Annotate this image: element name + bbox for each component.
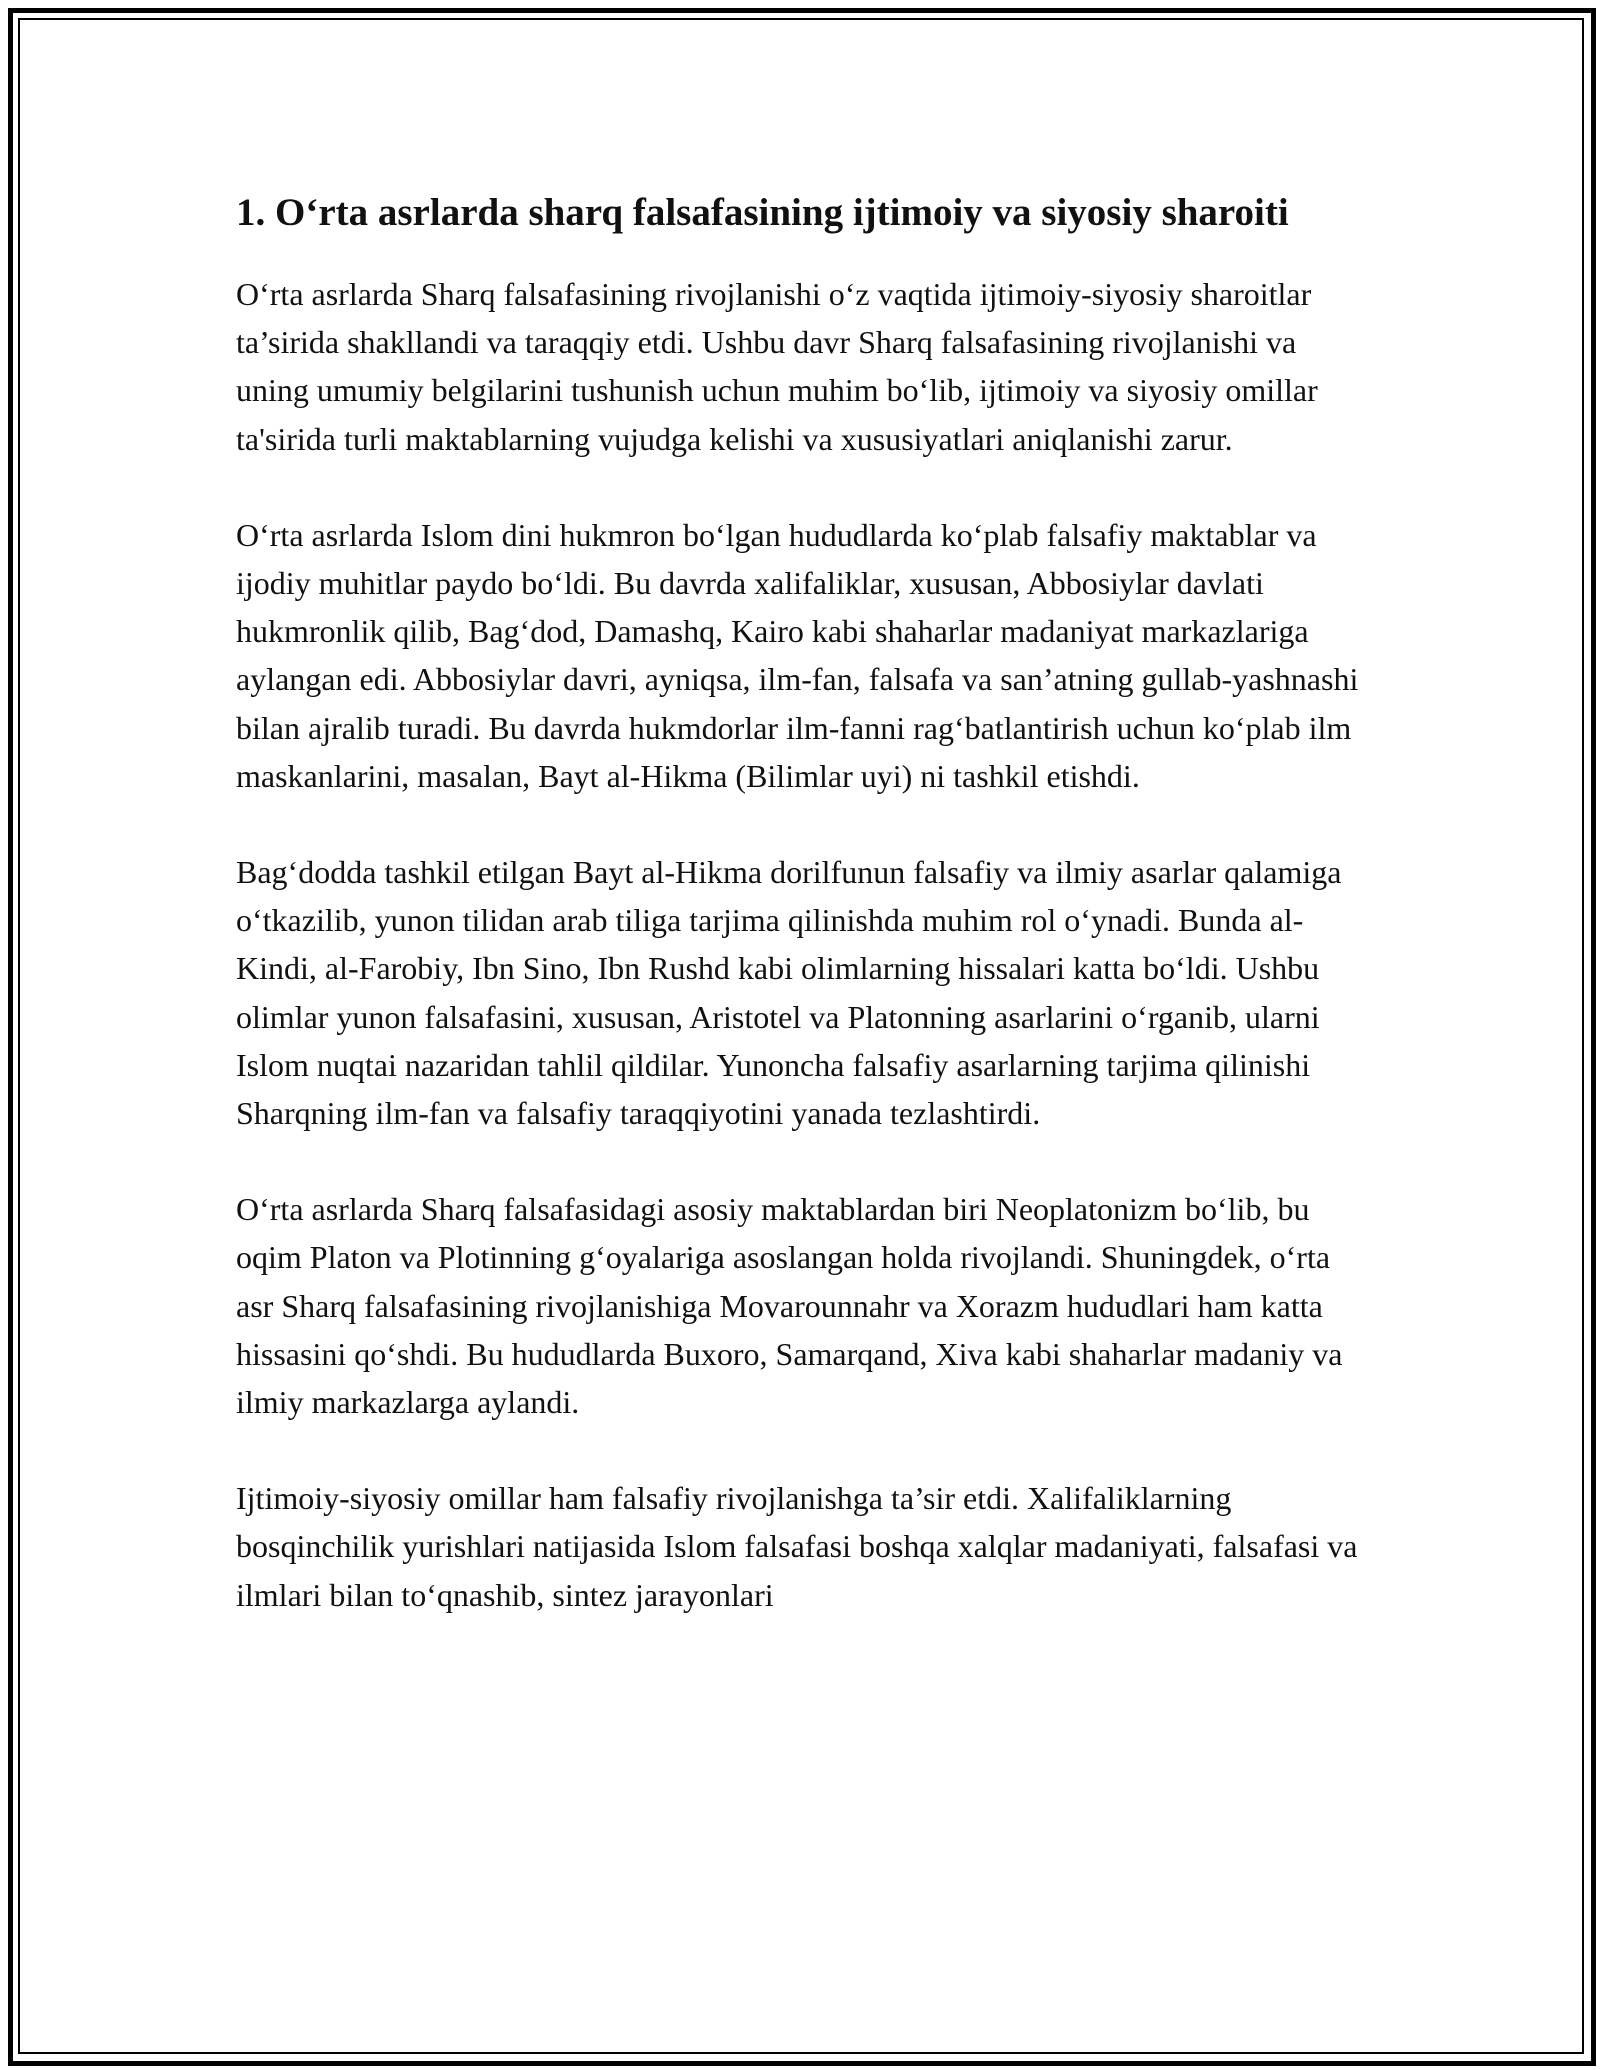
paragraph-2: O‘rta asrlarda Islom dini hukmron bo‘lgan hududlarda ko‘plab falsafiy maktablar va ijodiy muhitlar paydo bo‘ldi. Bu davrda xalifaliklar, xususan, Abbosiylar davlati hukmronlik qilib, Bag‘dod, Damashq, Kairo kabi shaharlar madaniyat markazlariga aylangan edi. Abbosiylar davri, ayniqsa, ilm-fan, falsafa va san’atning gullab-yashnashi bilan ajralib turadi. Bu davrda hukmdorlar ilm-fanni rag‘batlantirish uchun ko‘plab ilm maskanlarini, masalan, Bayt al-Hikma (Bilimlar uyi) ni tashkil etishdi. bbox=[236, 516, 1359, 794]
paragraph-5: Ijtimoiy-siyosiy omillar ham falsafiy rivojlanishga ta’sir etdi. Xalifaliklarning bosqinchilik yurishlari natijasida Islom falsafasi boshqa xalqlar madaniyati, falsafasi va ilmlari bilan to‘qnashib, sintez jarayonlari bbox=[236, 1480, 1358, 1613]
document-body bbox=[236, 186, 1366, 1619]
paragraph-3: Bag‘dodda tashkil etilgan Bayt al-Hikma dorilfunun falsafiy va ilmiy asarlar qalamiga o‘tkazilib, yunon tilidan arab tiliga tarjima qilinishda muhim rol o‘ynadi. Bunda al-Kindi, al-Farobiy, Ibn Sino, Ibn Rushd kabi olimlarning hissalari katta bo‘ldi. Ushbu olimlar yunon falsafasini, xususan, Aristotel va Platonning asarlarini o‘rganib, ularni Islom nuqtai nazaridan tahlil qildilar. Yunoncha falsafiy asarlarning tarjima qilinishi Sharqning ilm-fan va falsafiy taraqqiyotini yanada tezlashtirdi. bbox=[236, 854, 1342, 1132]
section-heading: 1. O‘rta asrlarda sharq falsafasining ijtimoiy va siyosiy sharoiti bbox=[236, 191, 1289, 234]
paragraph-4: O‘rta asrlarda Sharq falsafasidagi asosiy maktablardan biri Neoplatonizm bo‘lib, bu oqim Platon va Plotinning g‘oyalariga asoslangan holda rivojlandi. Shuningdek, o‘rta asr Sharq falsafasining rivojlanishiga Movarounnahr va Xorazm hududlari ham katta hissasini qo‘shdi. Bu hududlarda Buxoro, Samarqand, Xiva kabi shaharlar madaniy va ilmiy markazlarga aylandi. bbox=[236, 1191, 1343, 1421]
paragraph-1: O‘rta asrlarda Sharq falsafasining rivojlanishi o‘z vaqtida ijtimoiy-siyosiy sharoitlar ta’sirida shakllandi va taraqqiy etdi. Ushbu davr Sharq falsafasining rivojlanishi va uning umumiy belgilarini tushunish uchun muhim bo‘lib, ijtimoiy va siyosiy omillar ta'sirida turli maktablarning vujudga kelishi va xususiyatlari aniqlanishi zarur. bbox=[236, 276, 1318, 457]
